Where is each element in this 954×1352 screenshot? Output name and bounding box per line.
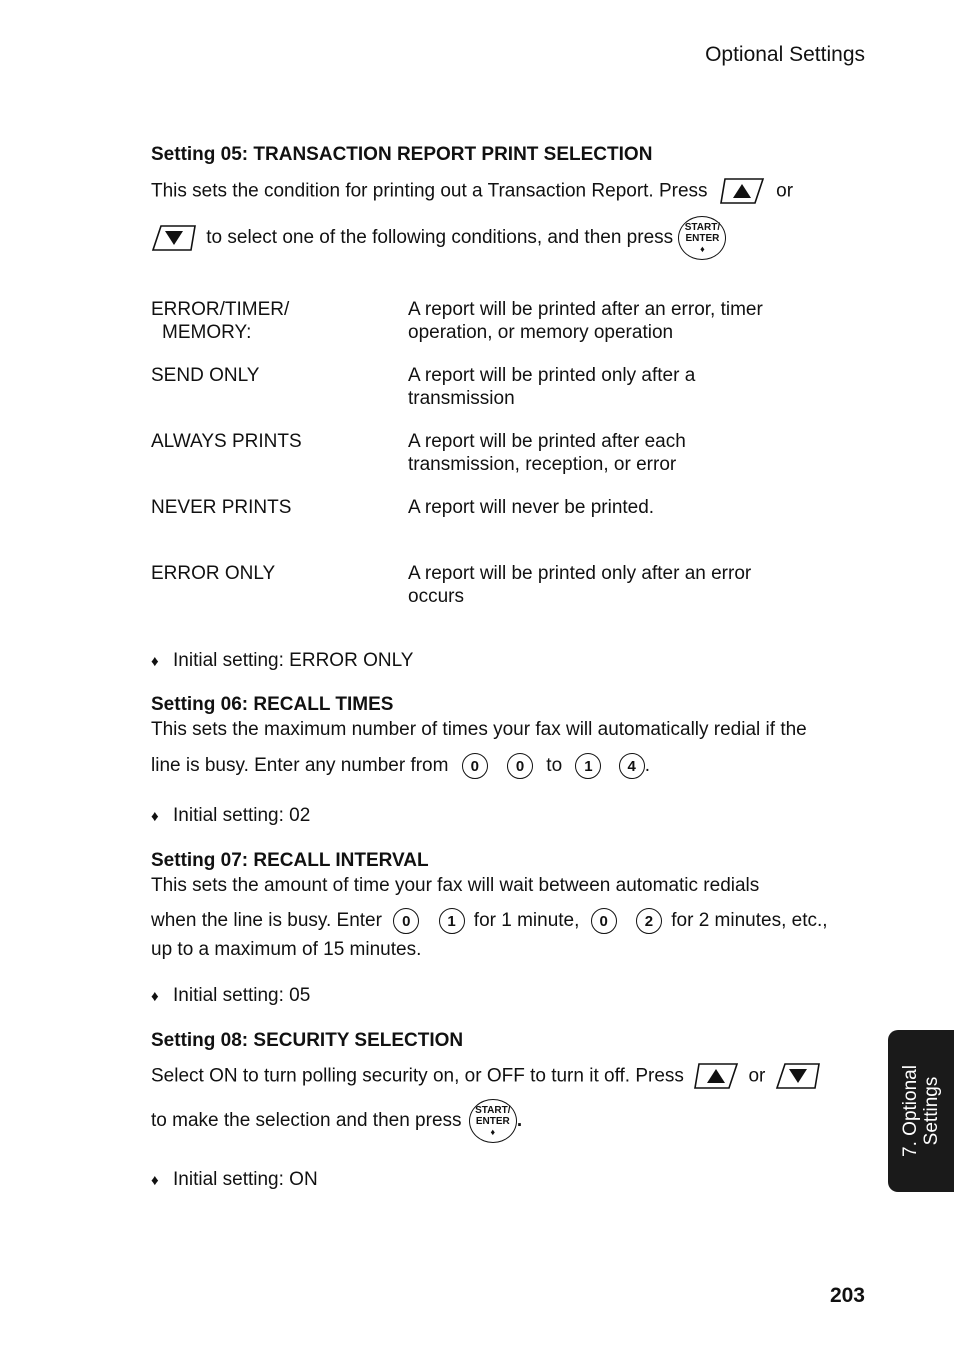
option-term: SEND ONLY	[151, 365, 260, 386]
number-key-4-icon: 4	[619, 753, 645, 779]
number-key-0-icon: 0	[507, 753, 533, 779]
option-description: A report will be printed after each transmission, reception, or error	[408, 431, 686, 475]
setting-08-heading: Setting 08: SECURITY SELECTION	[151, 1030, 464, 1051]
setting-06-text-line2: line is busy. Enter any number from 0 0 to 1 4 .	[151, 753, 851, 779]
option-description: A report will be printed after an error, timer operation, or memory operation	[408, 299, 763, 343]
setting-05-text-line1: This sets the condition for printing out a Transaction Report. Press or	[151, 178, 851, 205]
initial-setting-08: ♦ Initial setting: ON	[151, 1169, 318, 1190]
option-term: ALWAYS PRINTS	[151, 431, 302, 452]
option-term: NEVER PRINTS	[151, 497, 292, 518]
number-key-1-icon: 1	[575, 753, 601, 779]
option-term: ERROR ONLY	[151, 563, 276, 584]
option-term: ERROR/TIMER/ MEMORY:	[151, 299, 290, 343]
bullet-diamond-icon: ♦	[151, 653, 159, 670]
setting-07-heading: Setting 07: RECALL INTERVAL	[151, 850, 429, 871]
number-key-1-icon: 1	[439, 908, 465, 934]
setting-07-text-line1: This sets the amount of time your fax will wait between automatic redials	[151, 875, 760, 896]
number-key-0-icon: 0	[591, 908, 617, 934]
bullet-diamond-icon: ♦	[151, 988, 159, 1005]
option-description: A report will never be printed.	[408, 497, 655, 518]
number-key-0-icon: 0	[462, 753, 488, 779]
initial-setting-06: ♦ Initial setting: 02	[151, 805, 311, 826]
setting-05-heading: Setting 05: TRANSACTION REPORT PRINT SELECTION	[151, 144, 653, 165]
option-description: A report will be printed only after a transmission	[408, 365, 696, 409]
setting-08-text-line1: Select ON to turn polling security on, or OFF to turn it off. Press or	[151, 1063, 851, 1090]
initial-setting-05: ♦ Initial setting: ERROR ONLY	[151, 650, 414, 671]
start-enter-key-icon: START/ ENTER ♦	[678, 216, 726, 260]
setting-08-text-line2: to make the selection and then press START/ ENTER ♦ .	[151, 1099, 851, 1143]
up-arrow-key-icon	[719, 178, 765, 205]
setting-06-heading: Setting 06: RECALL TIMES	[151, 694, 394, 715]
running-title: Optional Settings	[705, 43, 865, 66]
setting-06-text-line1: This sets the maximum number of times your fax will automatically redial if the	[151, 719, 807, 740]
setting-07-text-line2: when the line is busy. Enter 0 1 for 1 minute, 0 2 for 2 minutes, etc.,	[151, 908, 851, 934]
bullet-diamond-icon: ♦	[151, 808, 159, 825]
bullet-diamond-icon: ♦	[151, 1172, 159, 1189]
number-key-0-icon: 0	[393, 908, 419, 934]
start-enter-key-icon: START/ ENTER ♦	[469, 1099, 517, 1143]
up-arrow-key-icon	[693, 1063, 739, 1090]
down-arrow-key-icon	[151, 225, 197, 252]
page-number: 203	[829, 1284, 865, 1307]
initial-setting-07: ♦ Initial setting: 05	[151, 985, 311, 1006]
setting-07-text-line3: up to a maximum of 15 minutes.	[151, 939, 422, 960]
chapter-tab: 7. Optional Settings	[888, 1030, 954, 1192]
down-arrow-key-icon	[775, 1063, 821, 1090]
number-key-2-icon: 2	[636, 908, 662, 934]
option-description: A report will be printed only after an error occurs	[408, 563, 752, 607]
setting-05-text-line2: to select one of the following conditions, and then press START/ ENTER ♦	[151, 216, 851, 260]
